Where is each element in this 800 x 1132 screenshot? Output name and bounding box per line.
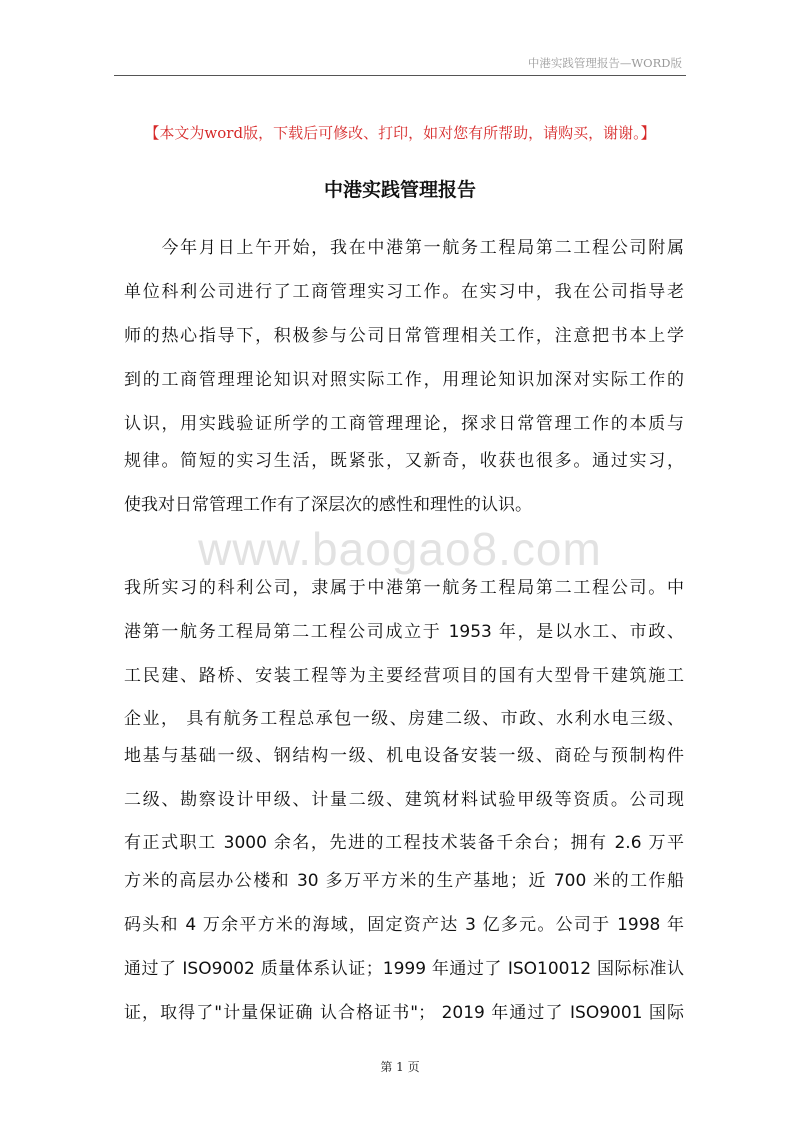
text-line: 港第一航务工程局第二工程公司成立于 1953 年，是以水工、市政、 — [124, 622, 684, 642]
text-line: 二级、勘察设计甲级、计量二级、建筑材料试验甲级等资质。公司现 — [124, 790, 684, 810]
text-line: 码头和 4 万余平方米的海域，固定资产达 3 亿多元。公司于 1998 年 — [124, 915, 684, 935]
text-line: 单位科利公司进行了工商管理实习工作。在实习中，我在公司指导老 — [124, 282, 684, 302]
watermark: www.baogao8.com — [198, 523, 602, 575]
text-line: 规律。简短的实习生活，既紧张，又新奇，收获也很多。通过实习， — [124, 451, 684, 471]
text-line: 认识，用实践验证所学的工商管理理论，探求日常管理工作的本质与 — [124, 414, 684, 434]
text-line: 我所实习的科利公司，隶属于中港第一航务工程局第二工程公司。中 — [124, 578, 684, 598]
running-header: 中港实践管理报告—WORD版 — [527, 56, 682, 70]
text-line: 今年月日上午开始，我在中港第一航务工程局第二工程公司附属 — [124, 238, 684, 258]
text-line: 工民建、路桥、安装工程等为主要经营项目的国有大型骨干建筑施工 — [124, 666, 684, 686]
text-line: 有正式职工 3000 余名，先进的工程技术装备千余台；拥有 2.6 万平 — [124, 833, 684, 853]
purchase-notice: 【本文为word版，下载后可修改、打印，如对您有所帮助，请购买，谢谢。】 — [144, 124, 656, 142]
text-line: 通过了 ISO9002 质量体系认证；1999 年通过了 ISO10012 国际标准认 — [124, 959, 684, 979]
text-line: 方米的高层办公楼和 30 多万平方米的生产基地；近 700 米的工作船 — [124, 871, 684, 891]
text-line: 到的工商管理理论知识对照实际工作，用理论知识加深对实际工作的 — [124, 370, 684, 390]
document-title: 中港实践管理报告 — [323, 179, 476, 201]
text-line: 地基与基础一级、钢结构一级、机电设备安装一级、商砼与预制构件 — [124, 746, 684, 766]
header-divider — [114, 75, 686, 76]
text-line: 企业， 具有航务工程总承包一级、房建二级、市政、水利水电三级、 — [124, 709, 684, 729]
text-line: 师的热心指导下，积极参与公司日常管理相关工作，注意把书本上学 — [124, 326, 684, 346]
text-line: 证，取得了"计量保证确 认合格证书"； 2019 年通过了 ISO9001 国际 — [124, 1003, 684, 1023]
page-number: 第 1 页 — [380, 1060, 420, 1074]
text-line: 使我对日常管理工作有了深层次的感性和理性的认识。 — [124, 495, 532, 515]
